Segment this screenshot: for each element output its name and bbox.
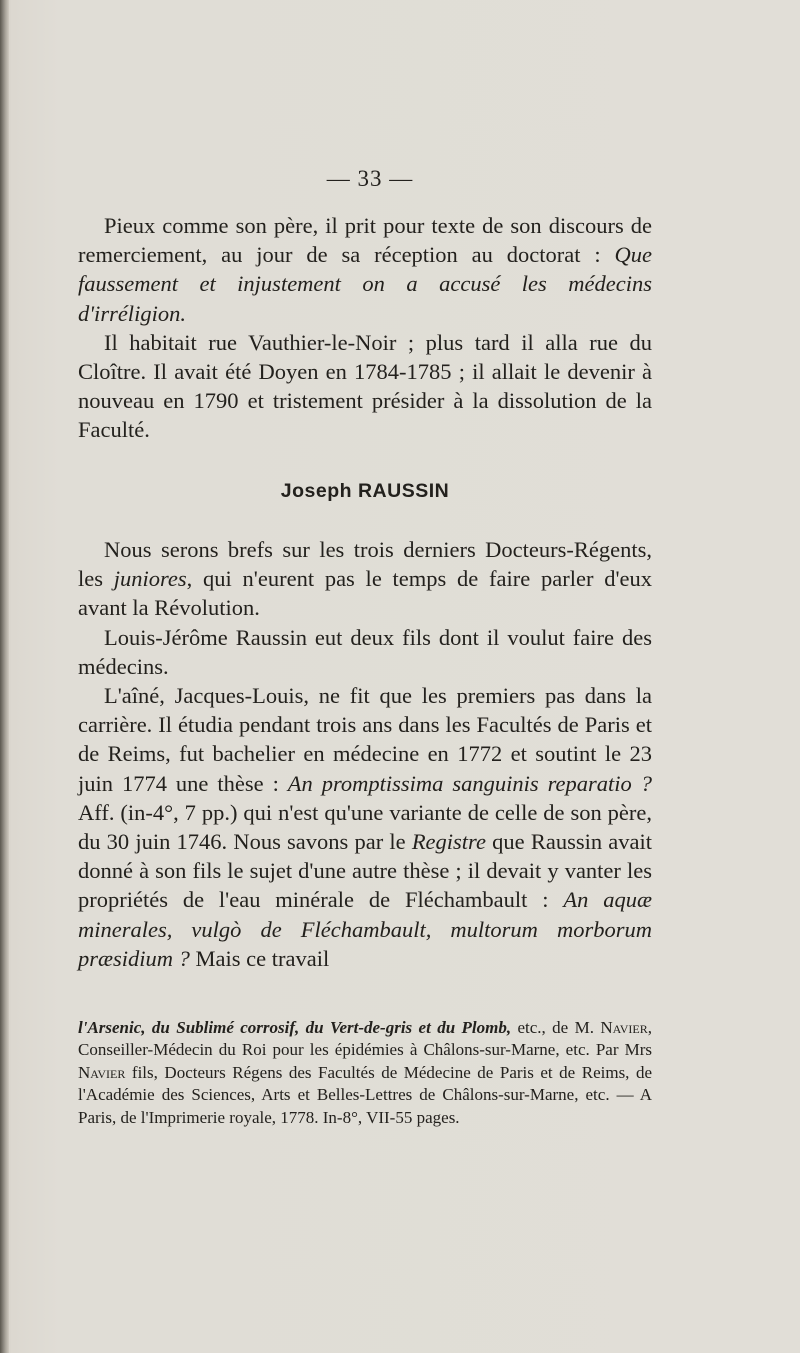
footnote-text: etc., de M. xyxy=(511,1018,601,1037)
paragraph-text: L'aîné, Jacques-Louis, ne fit que les premiers pas dans la carrière. Il étudia pendant trois ans dans les Facultés de Paris et de Reims, fut bachelier en médecine en 1772 et soutint le 23 juin 1774 une thèse : xyxy=(78,683,652,796)
page-number: — 33 — xyxy=(326,166,414,191)
paragraph-text: Nous serons brefs sur les trois derniers Docteurs-Régents, les xyxy=(78,537,652,592)
italic-title: Que faussement et injustement on a accusé les médecins d'irréligion. xyxy=(78,242,652,326)
paragraph xyxy=(78,211,652,328)
text-block-main xyxy=(78,535,652,973)
page-binding-edge xyxy=(0,0,9,1353)
footnote-name: Navier xyxy=(600,1018,648,1037)
paragraph xyxy=(78,535,652,623)
italic-thesis-title: An promptissima sanguinis reparatio ? xyxy=(287,770,652,796)
paragraph-text: , qui n'eurent pas le temps de faire parler d'eux avant la Révolution. xyxy=(78,566,652,621)
paragraph: Il habitait rue Vauthier-le-Noir ; plus tard il alla rue du Cloître. Il avait été Doyen en 1784-1785 ; il allait le devenir à nouveau en 1790 et tristement présider à la dissolution de la Faculté. xyxy=(78,329,652,443)
italic-term: juniores xyxy=(113,566,187,592)
italic-term: Registre xyxy=(411,829,486,855)
footnote-text: fils, Docteurs Régens des Facultés de Médecine de Paris et de Reims, de l'Académie des Sciences, Arts et Belles-Lettres de Châlons-sur-Marne, etc. — A Paris, de l'Imprimerie royale, 1778. In-8°, VII-55 pages. xyxy=(78,1062,652,1127)
paragraph-text: Pieux comme son père, il prit pour texte de son discours de remerciement, au jour de sa réception au doctorat : xyxy=(78,213,652,268)
footnote-text: , Conseiller-Médecin du Roi pour les épidémies à Châlons-sur-Marne, etc. Par Mrs xyxy=(78,1018,653,1060)
footnote-italic: du Vert-de-gris et du Plomb, xyxy=(305,1018,512,1037)
footnote xyxy=(78,1017,652,1129)
paragraph-text: Mais ce travail xyxy=(189,945,330,971)
paragraph xyxy=(78,681,652,973)
text-block-top xyxy=(78,211,652,445)
italic-thesis-title: An aquæ minerales, vulgò de Fléchambault, multorum morborum præsidium ? xyxy=(78,887,652,971)
paragraph-text: que Raussin avait donné à son fils le sujet d'une autre thèse ; il devait y vanter les propriétés de l'eau minérale de Fléchambault : xyxy=(78,829,652,913)
paragraph: Louis-Jérôme Raussin eut deux fils dont il voulut faire des médecins. xyxy=(78,624,652,679)
footnote-italic: l'Arsenic, du Sublimé corrosif, xyxy=(78,1018,300,1037)
footnote-name: Navier xyxy=(78,1062,126,1082)
paragraph-text: Aff. (in-4°, 7 pp.) qui n'est qu'une variante de celle de son père, du 30 juin 1746. Nous savons par le xyxy=(78,799,652,855)
section-heading: Joseph RAUSSIN xyxy=(280,480,450,502)
